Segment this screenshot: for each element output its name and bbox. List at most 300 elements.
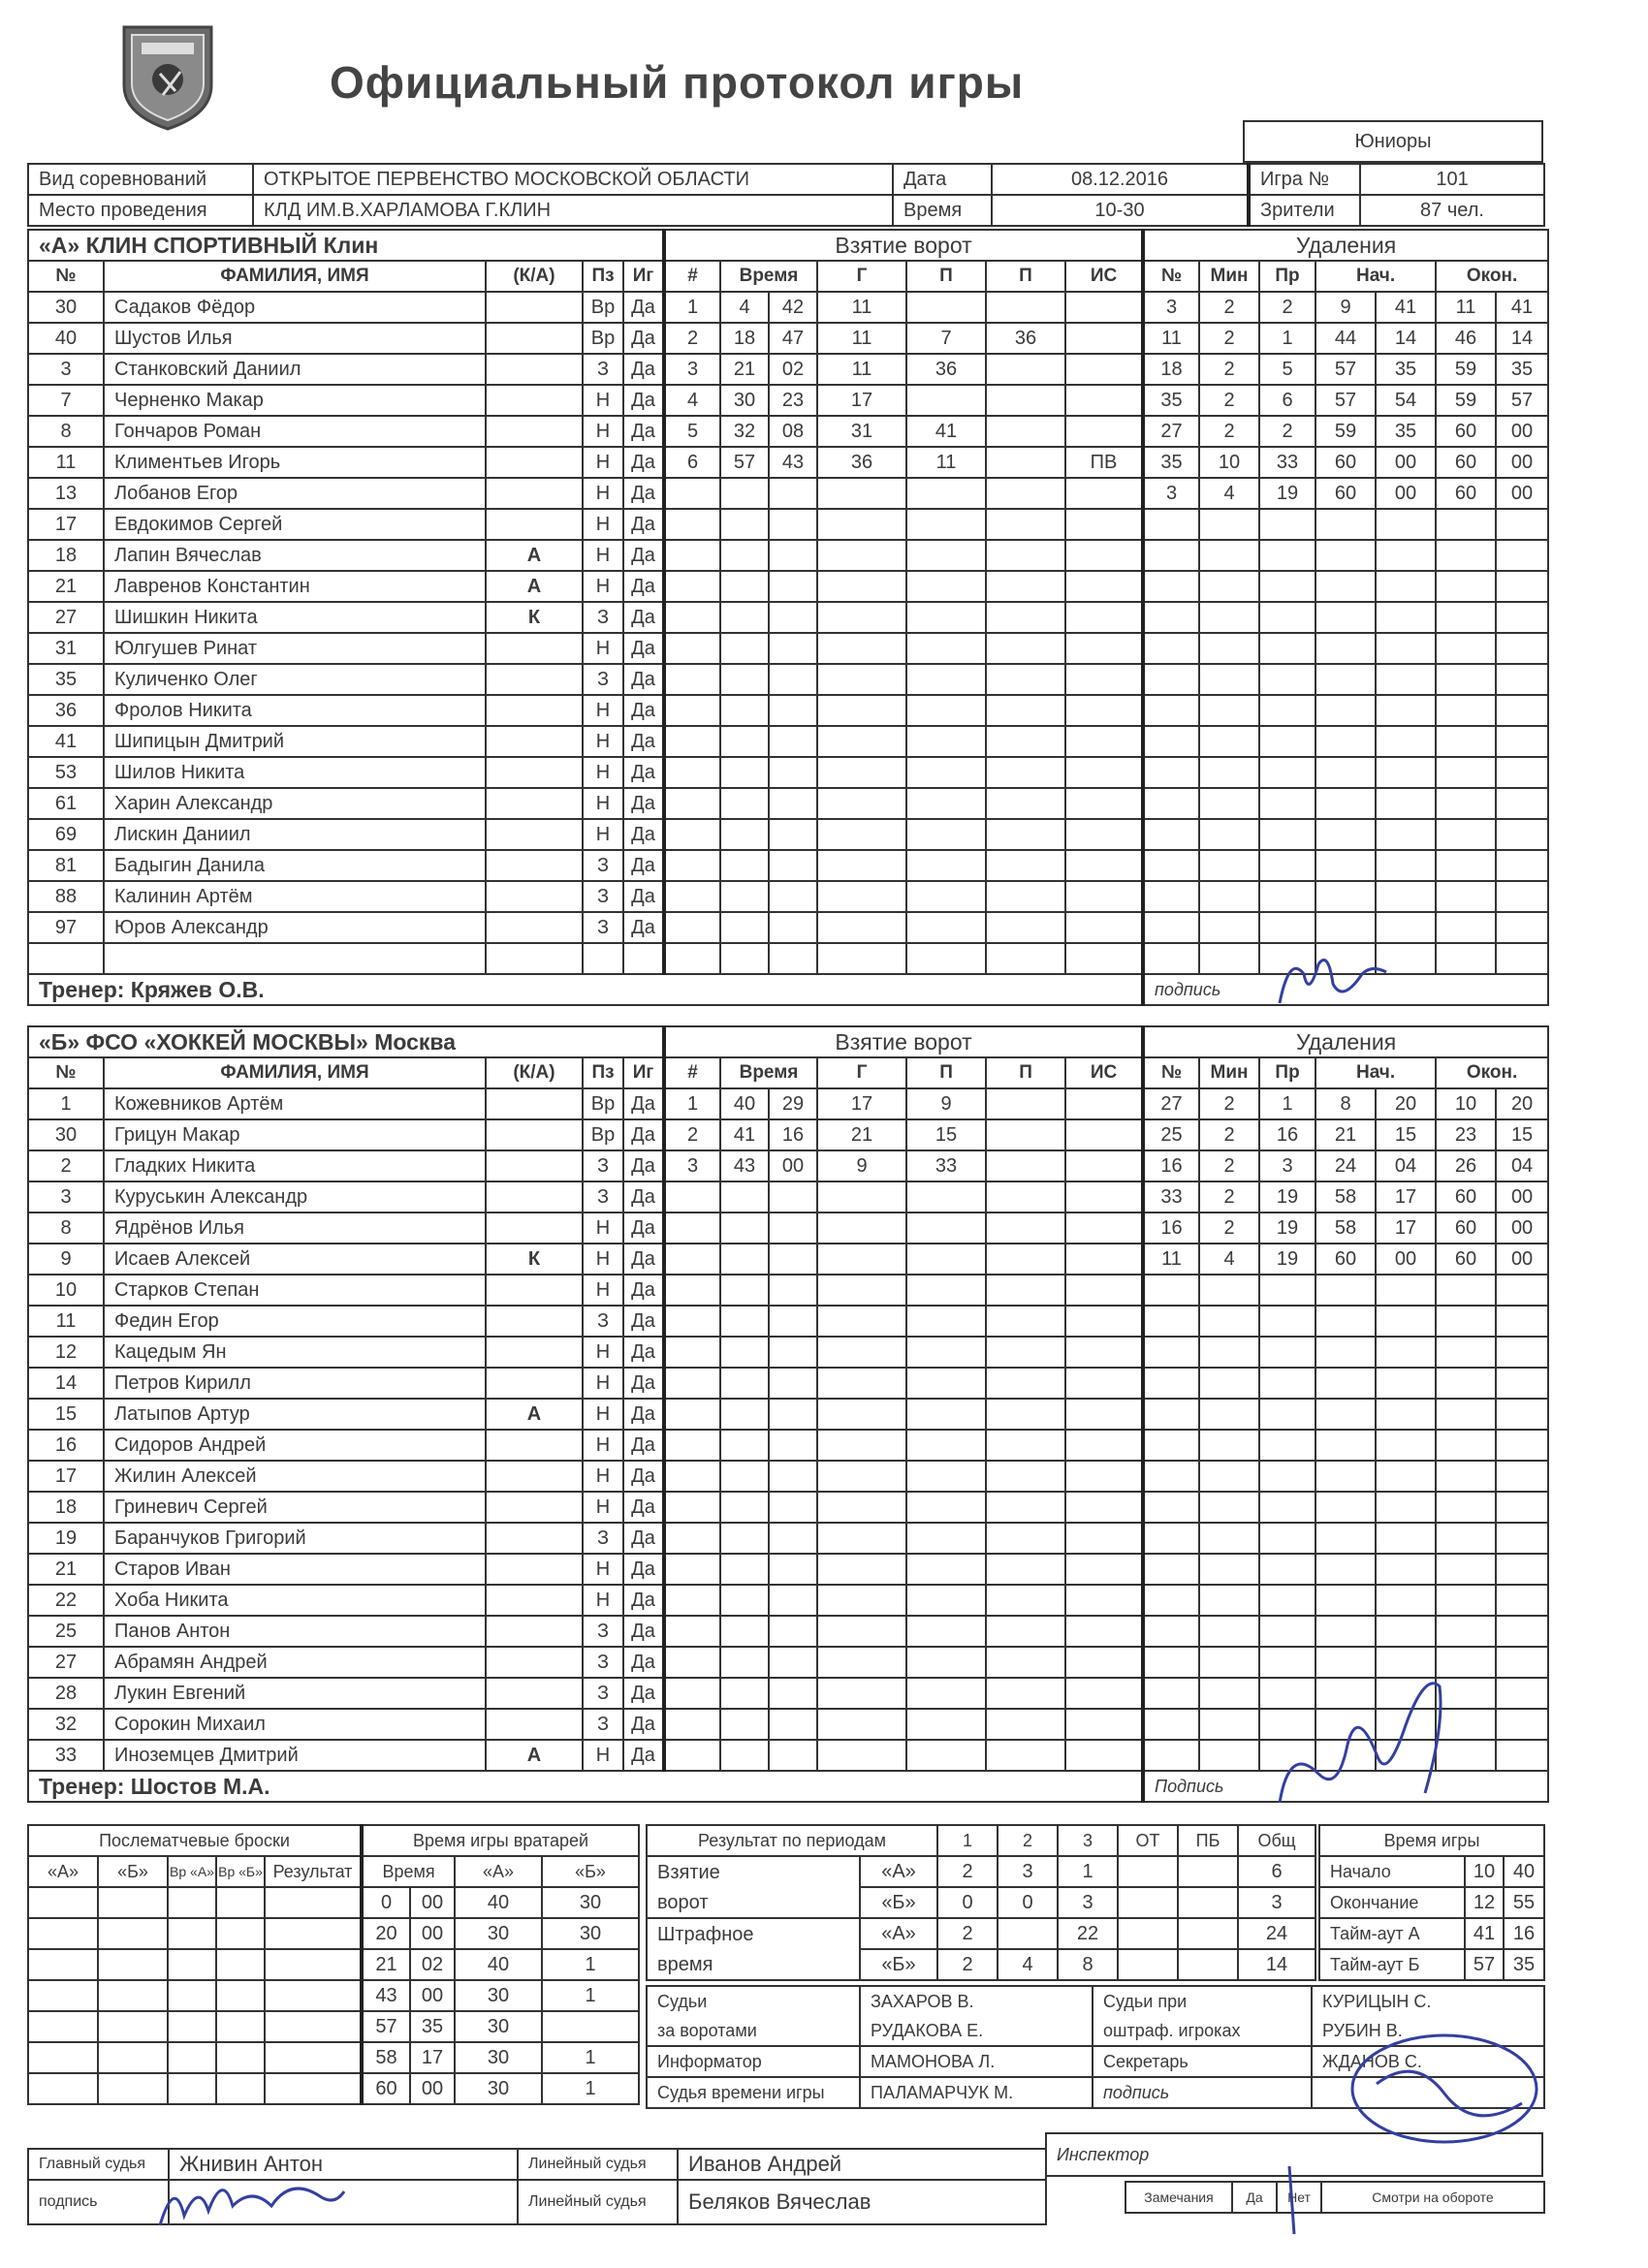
goals-a-so	[1178, 1856, 1238, 1887]
empty-cell	[664, 1306, 720, 1337]
player-position: З	[583, 1523, 623, 1554]
player-row	[28, 509, 1548, 540]
empty-cell	[986, 1181, 1065, 1213]
empty-cell	[1496, 1275, 1548, 1306]
player-number: 30	[28, 292, 104, 323]
empty-cell	[906, 1616, 986, 1647]
penalty-end-min: 46	[1436, 323, 1496, 354]
empty-cell	[986, 1616, 1065, 1647]
empty-cell	[1259, 1554, 1315, 1585]
penalty-start-min: 44	[1315, 323, 1376, 354]
player-name: Калинин Артём	[104, 881, 486, 912]
penalty-start-sec: 35	[1376, 354, 1436, 385]
goals-b-2: 0	[998, 1887, 1058, 1918]
empty-cell	[1259, 757, 1315, 788]
empty-cell	[769, 1709, 817, 1740]
gk-min: 60	[362, 2073, 410, 2104]
player-row	[28, 1461, 1548, 1492]
shootout-cell	[98, 1887, 168, 1918]
empty-cell	[1199, 1306, 1259, 1337]
empty-cell	[664, 1461, 720, 1492]
goals-a-3: 1	[1058, 1856, 1118, 1887]
player-row	[28, 1399, 1548, 1430]
gk-col-b: «Б»	[542, 1856, 639, 1887]
goal-assist-2	[986, 385, 1065, 416]
player-role: А	[486, 540, 583, 571]
player-number: 97	[28, 912, 104, 943]
team-b-sign-label: Подпись	[1143, 1771, 1548, 1802]
empty-cell	[1315, 602, 1376, 633]
goals-a-2: 3	[998, 1856, 1058, 1887]
player-role	[486, 1150, 583, 1181]
empty-cell	[1315, 1554, 1376, 1585]
player-played: Да	[623, 1740, 664, 1771]
player-number: 3	[28, 1181, 104, 1213]
empty-cell	[817, 1492, 906, 1523]
shootout-cell	[98, 2073, 168, 2104]
empty-cell	[1496, 602, 1548, 633]
secretary-label: Секретарь	[1093, 2046, 1312, 2077]
competition-label: Вид соревнований	[28, 164, 253, 195]
penalty-end-min: 60	[1436, 1244, 1496, 1275]
player-row	[28, 416, 1548, 447]
empty-cell	[986, 757, 1065, 788]
timeout-a-h: 41	[1465, 1918, 1504, 1949]
penalty-end-min: 59	[1436, 354, 1496, 385]
empty-cell	[1143, 1275, 1199, 1306]
penalty-start-sec: 00	[1376, 1244, 1436, 1275]
penalty-min: 4	[1199, 1244, 1259, 1275]
player-played: Да	[623, 478, 664, 509]
player-played: Да	[623, 1461, 664, 1492]
player-played: Да	[623, 726, 664, 757]
empty-cell	[664, 819, 720, 850]
empty-cell	[1376, 1430, 1436, 1461]
goals-b-ot	[1118, 1887, 1178, 1918]
empty-cell	[1315, 571, 1376, 602]
empty-cell	[664, 1181, 720, 1213]
secretary: ЖДАНОВ С.	[1312, 2046, 1544, 2077]
player-role	[486, 1306, 583, 1337]
col-ig: Иг	[623, 261, 664, 292]
remarks-table	[1125, 2181, 1545, 2214]
penalty-start-sec: 00	[1376, 447, 1436, 478]
empty-cell	[1496, 509, 1548, 540]
empty-cell	[1065, 540, 1143, 571]
empty-cell	[1436, 602, 1496, 633]
empty-cell	[1496, 1616, 1548, 1647]
penalty-end-min: 60	[1436, 416, 1496, 447]
empty-cell	[1199, 850, 1259, 881]
empty-cell	[769, 726, 817, 757]
penalty-start-min: 57	[1315, 354, 1376, 385]
empty-cell	[906, 881, 986, 912]
goal-sec: 16	[769, 1119, 817, 1150]
player-name: Шустов Илья	[104, 323, 486, 354]
empty-cell	[1436, 509, 1496, 540]
referee-label: Главный судья	[28, 2149, 169, 2180]
player-position: Н	[583, 1244, 623, 1275]
empty-cell	[906, 1244, 986, 1275]
goals-a-1: 2	[937, 1856, 998, 1887]
empty-cell	[1065, 819, 1143, 850]
player-position: Н	[583, 1368, 623, 1399]
penalty-start-min: 60	[1315, 1244, 1376, 1275]
player-number: 88	[28, 881, 104, 912]
empty-cell	[906, 1585, 986, 1616]
empty-cell	[769, 1647, 817, 1678]
venue-label: Место проведения	[28, 195, 253, 226]
empty-cell	[769, 1678, 817, 1709]
goal-scorer: 17	[817, 385, 906, 416]
empty-cell	[1143, 695, 1199, 726]
player-role	[486, 1213, 583, 1244]
player-number: 31	[28, 633, 104, 664]
empty-cell	[1143, 1399, 1199, 1430]
period-so: ПБ	[1178, 1825, 1238, 1856]
empty-cell	[1376, 509, 1436, 540]
player-name: Климентьев Игорь	[104, 447, 486, 478]
empty-cell	[1065, 726, 1143, 757]
player-number: 53	[28, 757, 104, 788]
empty-cell	[1259, 540, 1315, 571]
player-number: 27	[28, 1647, 104, 1678]
empty-cell	[720, 1181, 769, 1213]
empty-cell	[720, 1678, 769, 1709]
player-row	[28, 1523, 1548, 1554]
empty-cell	[817, 1213, 906, 1244]
category: Юниоры	[1244, 121, 1542, 162]
empty-cell	[1376, 1585, 1436, 1616]
penalty-player: 16	[1143, 1150, 1199, 1181]
empty-cell	[817, 1368, 906, 1399]
empty-cell	[720, 912, 769, 943]
player-played: Да	[623, 1585, 664, 1616]
player-played: Да	[623, 1119, 664, 1150]
penalty-end-sec: 35	[1496, 354, 1548, 385]
gk-a: 40	[455, 1887, 542, 1918]
empty-cell	[1259, 819, 1315, 850]
empty-cell	[720, 1554, 769, 1585]
team-a-tag: «А»	[860, 1856, 937, 1887]
empty-cell	[986, 633, 1065, 664]
col-no: №	[28, 1057, 104, 1088]
team-b-coach: Тренер: Шостов М.А.	[28, 1771, 1143, 1802]
empty-cell	[1199, 1275, 1259, 1306]
empty-cell	[817, 1399, 906, 1430]
player-role: А	[486, 571, 583, 602]
col-pen-no: №	[1143, 261, 1199, 292]
game-time-title: Время игры	[1319, 1825, 1544, 1856]
shootout-cell	[168, 1887, 216, 1918]
player-row	[28, 1554, 1548, 1585]
player-played: Да	[623, 447, 664, 478]
col-p2: П	[986, 1057, 1065, 1088]
end-m: 55	[1504, 1887, 1544, 1918]
empty-cell	[986, 1709, 1065, 1740]
empty-cell	[1143, 1647, 1199, 1678]
empty-cell	[720, 478, 769, 509]
player-role	[486, 1647, 583, 1678]
empty-cell	[1065, 1585, 1143, 1616]
gk-sec: 35	[410, 2011, 455, 2042]
empty-cell	[1065, 788, 1143, 819]
empty-cell	[1436, 1616, 1496, 1647]
empty-cell	[1065, 850, 1143, 881]
player-played: Да	[623, 1088, 664, 1119]
empty-cell	[817, 633, 906, 664]
goal-assist-1	[906, 292, 986, 323]
player-number: 81	[28, 850, 104, 881]
empty-cell	[720, 726, 769, 757]
empty-cell	[1315, 1492, 1376, 1523]
penalty-end-sec: 00	[1496, 416, 1548, 447]
player-position: Вр	[583, 292, 623, 323]
player-number: 16	[28, 1430, 104, 1461]
empty-cell	[720, 1213, 769, 1244]
goal-min: 18	[720, 323, 769, 354]
goal-assist-2: 36	[986, 323, 1065, 354]
empty-cell	[1065, 1306, 1143, 1337]
player-role	[486, 1368, 583, 1399]
player-name: Черненко Макар	[104, 385, 486, 416]
empty-cell	[1259, 1430, 1315, 1461]
empty-cell	[1496, 664, 1548, 695]
goal-index: 1	[664, 1088, 720, 1119]
empty-cell	[1143, 1461, 1199, 1492]
start-m: 40	[1504, 1856, 1544, 1887]
empty-cell	[1496, 912, 1548, 943]
goal-sec: 43	[769, 447, 817, 478]
periods-table	[646, 1824, 1316, 1981]
empty-cell	[720, 757, 769, 788]
penbox-1: КУРИЦЫН С.	[1312, 1986, 1544, 2016]
shootout-cell	[168, 1980, 216, 2011]
empty-cell	[1496, 1399, 1548, 1430]
goal-min: 4	[720, 292, 769, 323]
player-name: Юров Александр	[104, 912, 486, 943]
player-role	[486, 385, 583, 416]
team-a-title: «А» КЛИН СПОРТИВНЫЙ Клин	[28, 230, 664, 261]
shootout-col-a: «А»	[28, 1856, 98, 1887]
empty-cell	[817, 912, 906, 943]
player-role: А	[486, 1740, 583, 1771]
player-played: Да	[623, 757, 664, 788]
player-role	[486, 478, 583, 509]
shootout-cell	[168, 2011, 216, 2042]
player-name: Ядрёнов Илья	[104, 1213, 486, 1244]
player-name: Иноземцев Дмитрий	[104, 1740, 486, 1771]
penalty-min: 2	[1199, 1150, 1259, 1181]
player-name: Федин Егор	[104, 1306, 486, 1337]
goal-judges-label-1: Судьи	[647, 1986, 860, 2016]
player-number: 22	[28, 1585, 104, 1616]
gk-a: 30	[455, 2042, 542, 2073]
player-name: Гончаров Роман	[104, 416, 486, 447]
col-start: Нач.	[1315, 1057, 1436, 1088]
goal-sec: 47	[769, 323, 817, 354]
player-row	[28, 540, 1548, 571]
empty-cell	[906, 788, 986, 819]
empty-cell	[1259, 1492, 1315, 1523]
empty-cell	[769, 1492, 817, 1523]
player-played: Да	[623, 850, 664, 881]
empty-cell	[1436, 1368, 1496, 1399]
goalie-time-row	[28, 2073, 639, 2104]
empty-cell	[1496, 1523, 1548, 1554]
goal-assist-1: 33	[906, 1150, 986, 1181]
empty-cell	[769, 540, 817, 571]
pim-b-total: 14	[1238, 1949, 1315, 1980]
goals-a-total: 6	[1238, 1856, 1315, 1887]
empty-cell	[1496, 1678, 1548, 1709]
empty-cell	[1143, 633, 1199, 664]
penalty-code: 19	[1259, 1244, 1315, 1275]
empty-cell	[769, 664, 817, 695]
empty-cell	[1315, 695, 1376, 726]
empty-cell	[906, 1523, 986, 1554]
gk-a: 30	[455, 1980, 542, 2011]
empty-cell	[1065, 633, 1143, 664]
empty-cell	[1436, 1554, 1496, 1585]
player-row	[28, 1337, 1548, 1368]
empty-cell	[1259, 1368, 1315, 1399]
shootout-cell	[28, 1918, 98, 1949]
penalty-start-sec: 00	[1376, 478, 1436, 509]
player-played: Да	[623, 1430, 664, 1461]
empty-cell	[817, 1554, 906, 1585]
player-number: 9	[28, 1244, 104, 1275]
goalie-time-row	[28, 1887, 639, 1918]
empty-cell	[769, 881, 817, 912]
player-role	[486, 1585, 583, 1616]
empty-cell	[1065, 912, 1143, 943]
empty-cell	[1315, 912, 1376, 943]
empty-cell	[1065, 1337, 1143, 1368]
empty-cell	[817, 1585, 906, 1616]
empty-cell	[720, 1523, 769, 1554]
penalty-end-sec: 20	[1496, 1088, 1548, 1119]
player-number: 11	[28, 447, 104, 478]
empty-cell	[906, 943, 986, 974]
empty-cell	[1065, 1678, 1143, 1709]
empty-cell	[1376, 1275, 1436, 1306]
empty-cell	[906, 540, 986, 571]
goal-judge-1: ЗАХАРОВ В.	[860, 1986, 1093, 2016]
empty-cell	[986, 540, 1065, 571]
empty-cell	[817, 1181, 906, 1213]
shootout-cell	[28, 2011, 98, 2042]
empty-cell	[1199, 1523, 1259, 1554]
empty-cell	[1259, 726, 1315, 757]
player-number: 69	[28, 819, 104, 850]
team-b-goals-title: Взятие ворот	[664, 1026, 1143, 1057]
player-number: 41	[28, 726, 104, 757]
pim-a-so	[1178, 1918, 1238, 1949]
player-row	[28, 788, 1548, 819]
player-number: 2	[28, 1150, 104, 1181]
timeout-a-label: Тайм-аут А	[1319, 1918, 1465, 1949]
player-row	[28, 292, 1548, 323]
goal-index: 4	[664, 385, 720, 416]
goal-index: 5	[664, 416, 720, 447]
player-played: Да	[623, 509, 664, 540]
empty-cell	[1376, 1461, 1436, 1492]
empty-cell	[817, 1740, 906, 1771]
goal-situation	[1065, 354, 1143, 385]
col-hash: #	[664, 1057, 720, 1088]
empty-cell	[664, 1368, 720, 1399]
player-row	[28, 1181, 1548, 1213]
empty-cell	[1259, 1399, 1315, 1430]
pim-b-so	[1178, 1949, 1238, 1980]
player-played: Да	[623, 1523, 664, 1554]
empty-cell	[1496, 695, 1548, 726]
player-played: Да	[623, 1368, 664, 1399]
player-name: Сидоров Андрей	[104, 1430, 486, 1461]
player-role	[486, 850, 583, 881]
empty-cell	[817, 788, 906, 819]
empty-cell	[1143, 1585, 1199, 1616]
player-name: Шишкин Никита	[104, 602, 486, 633]
end-label: Окончание	[1319, 1887, 1465, 1918]
gk-a: 40	[455, 1949, 542, 1980]
empty-cell	[1436, 1585, 1496, 1616]
goal-assist-1: 41	[906, 416, 986, 447]
empty-cell	[986, 881, 1065, 912]
player-position: З	[583, 850, 623, 881]
player-role: К	[486, 602, 583, 633]
empty-cell	[986, 1337, 1065, 1368]
empty-cell	[1143, 1554, 1199, 1585]
see-back-label: Смотри на обороте	[1321, 2182, 1544, 2213]
empty-cell	[769, 912, 817, 943]
empty-cell	[720, 695, 769, 726]
goal-assist-2	[986, 447, 1065, 478]
empty-cell	[1436, 695, 1496, 726]
empty-cell	[1259, 633, 1315, 664]
goal-sec: 29	[769, 1088, 817, 1119]
empty-cell	[817, 664, 906, 695]
player-position: З	[583, 1150, 623, 1181]
empty-cell	[1376, 633, 1436, 664]
empty-cell	[1065, 1461, 1143, 1492]
player-name: Гриневич Сергей	[104, 1492, 486, 1523]
penalty-min: 2	[1199, 1119, 1259, 1150]
penalty-min: 2	[1199, 1213, 1259, 1244]
empty-cell	[720, 540, 769, 571]
empty-cell	[817, 819, 906, 850]
empty-cell	[906, 1678, 986, 1709]
empty-cell	[769, 1306, 817, 1337]
empty-cell	[1436, 1337, 1496, 1368]
venue: КЛД ИМ.В.ХАРЛАМОВА Г.КЛИН	[253, 195, 893, 226]
player-name: Старков Степан	[104, 1275, 486, 1306]
player-position: Н	[583, 416, 623, 447]
empty-cell	[1199, 664, 1259, 695]
penalty-min: 2	[1199, 385, 1259, 416]
col-start: Нач.	[1315, 261, 1436, 292]
page-title: Официальный протокол игры	[330, 57, 1025, 108]
penalty-end-min: 11	[1436, 292, 1496, 323]
empty-cell	[817, 478, 906, 509]
player-row	[28, 1585, 1548, 1616]
goal-sec: 23	[769, 385, 817, 416]
header-table	[27, 163, 1545, 227]
penalty-min: 2	[1199, 292, 1259, 323]
gk-a: 30	[455, 2073, 542, 2104]
remarks-no: Нет	[1277, 2182, 1321, 2213]
